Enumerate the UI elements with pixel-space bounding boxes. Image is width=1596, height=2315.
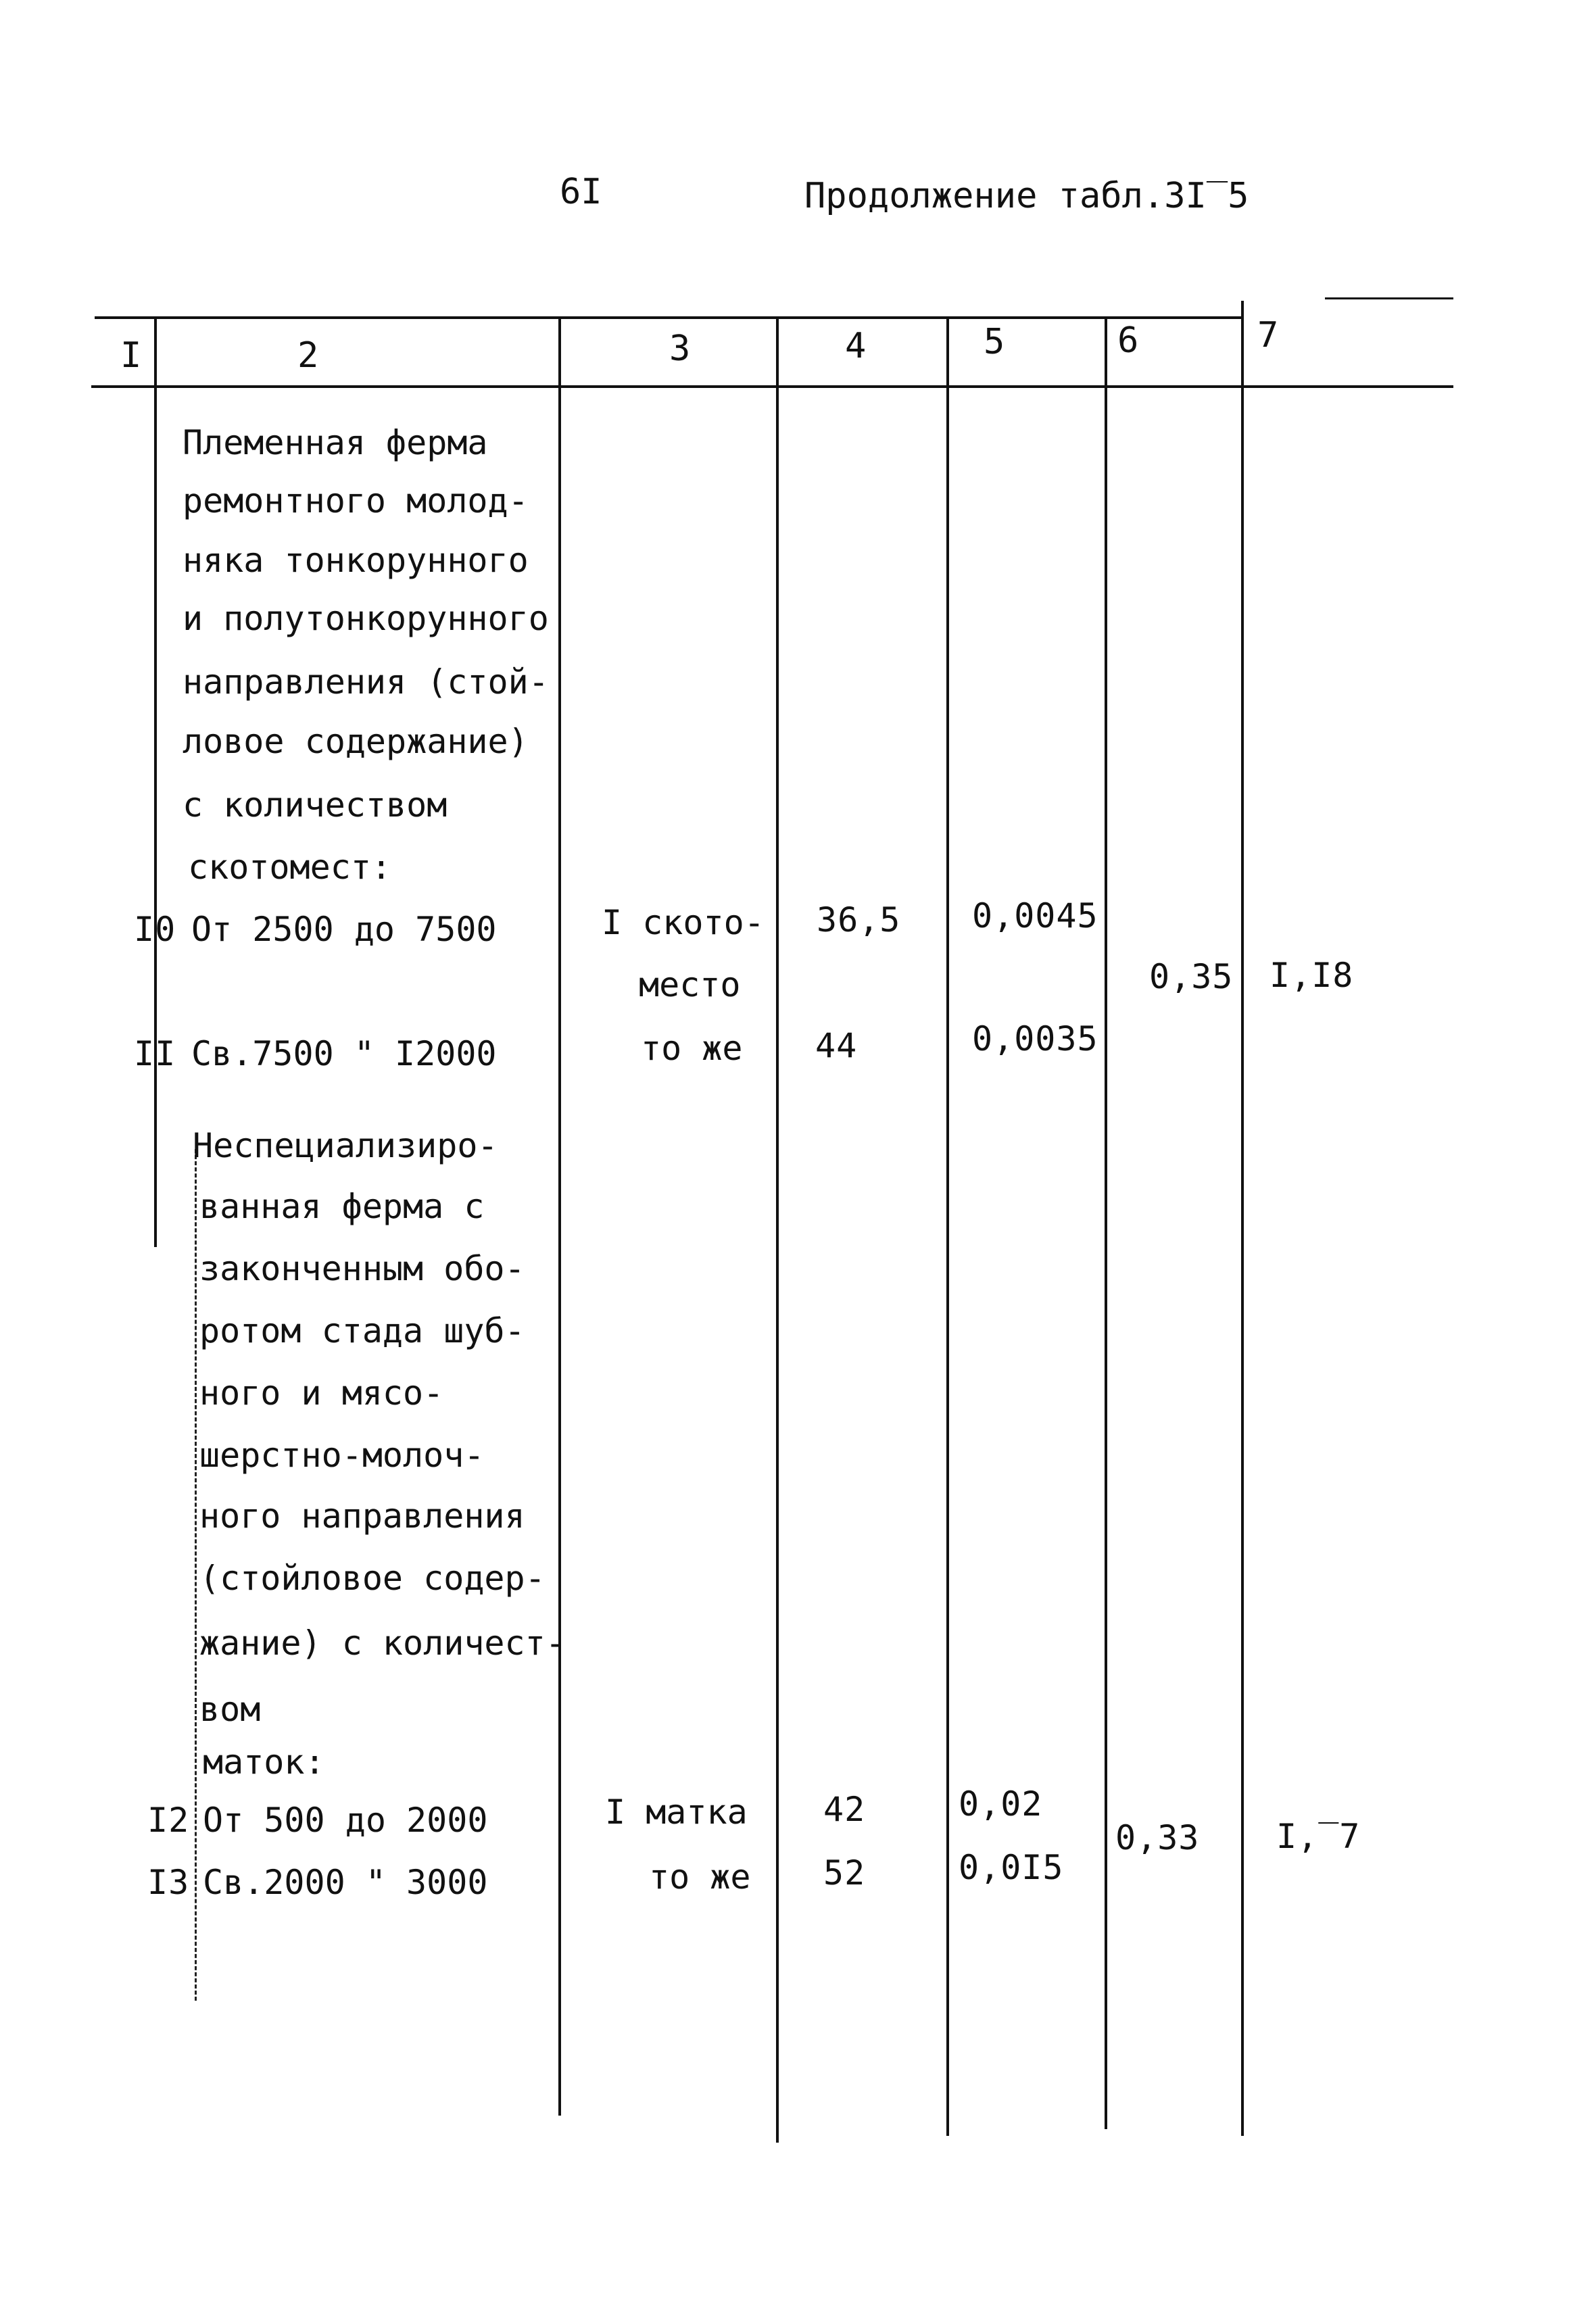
- column-divider-2: [558, 318, 561, 2116]
- row-unit: I матка: [605, 1793, 748, 1832]
- column-divider-5: [1105, 318, 1107, 2129]
- section1-line: Племенная ферма: [183, 423, 488, 462]
- col-header-4: 4: [845, 326, 867, 366]
- section1-line: и полутонкорунного: [183, 599, 549, 638]
- row-unit-cont: место: [639, 965, 741, 1004]
- table-top-rule: [95, 316, 1244, 319]
- section2-line: ротом стада шуб-: [199, 1311, 525, 1350]
- section2-line: шерстно-молоч-: [199, 1436, 485, 1475]
- section2-line: Неспециализиро-: [193, 1126, 498, 1165]
- page-number: 6I: [560, 172, 602, 212]
- col-header-6: 6: [1117, 320, 1139, 361]
- row-col4: 52: [823, 1853, 866, 1893]
- col-header-5: 5: [984, 322, 1005, 362]
- section1-line: няка тонкорунного: [183, 541, 529, 580]
- col-header-3: 3: [669, 328, 691, 369]
- row-number: I3: [147, 1863, 190, 1902]
- section2-line: маток:: [203, 1743, 325, 1782]
- row-col4: 36,5: [817, 900, 901, 940]
- row-col4: 44: [815, 1026, 858, 1065]
- section2-line: вом: [199, 1690, 261, 1729]
- row-name: От 500 до 2000: [203, 1801, 488, 1840]
- row-col4: 42: [823, 1790, 866, 1829]
- row-col5: 0,02: [959, 1784, 1043, 1824]
- row-unit: то же: [649, 1857, 751, 1897]
- row-number: II: [134, 1034, 176, 1073]
- section2-line: (стойловое содер-: [199, 1559, 546, 1598]
- row-name: Св.2000 " 3000: [203, 1863, 488, 1902]
- section2-col7: I,‾7: [1276, 1817, 1361, 1856]
- header-bottom-rule: [91, 385, 1453, 388]
- section1-line: ремонтного молод-: [183, 481, 529, 520]
- row-col5: 0,0035: [972, 1019, 1098, 1058]
- section2-line: жание) с количест-: [199, 1624, 566, 1663]
- row-name: От 2500 до 7500: [191, 910, 497, 949]
- column-divider-1-dashed: [195, 1149, 197, 2001]
- section1-col7: I,I8: [1269, 956, 1354, 995]
- column-divider-4: [946, 318, 949, 2136]
- section2-line: ного и мясо-: [199, 1373, 444, 1413]
- section2-line: ного направления: [199, 1496, 525, 1536]
- column-divider-3: [776, 318, 779, 2143]
- section1-line: направления (стой-: [183, 662, 549, 702]
- section1-line: ловое содержание): [183, 722, 529, 761]
- section1-col6: 0,35: [1149, 957, 1234, 996]
- table-top-rule-right: [1325, 297, 1453, 299]
- row-col5: 0,0045: [972, 896, 1098, 935]
- section2-line: законченным обо-: [199, 1249, 525, 1288]
- table-caption: Продолжение табл.3I‾5: [804, 176, 1249, 216]
- section2-col6: 0,33: [1115, 1818, 1200, 1857]
- section1-line: с количеством: [183, 785, 448, 825]
- row-number: I2: [147, 1801, 190, 1840]
- column-divider-6: [1241, 301, 1244, 2136]
- section2-line: ванная ферма с: [199, 1187, 485, 1226]
- row-unit: то же: [641, 1029, 743, 1068]
- col-header-1: I: [120, 335, 142, 376]
- row-unit: I ското-: [602, 903, 765, 942]
- section1-line: скотомест:: [188, 848, 392, 887]
- col-header-2: 2: [297, 335, 319, 376]
- row-name: Св.7500 " I2000: [191, 1034, 497, 1073]
- row-col5: 0,0I5: [959, 1848, 1064, 1887]
- col-header-7: 7: [1257, 315, 1279, 356]
- column-divider-1: [154, 318, 157, 1247]
- row-number: I0: [134, 910, 176, 949]
